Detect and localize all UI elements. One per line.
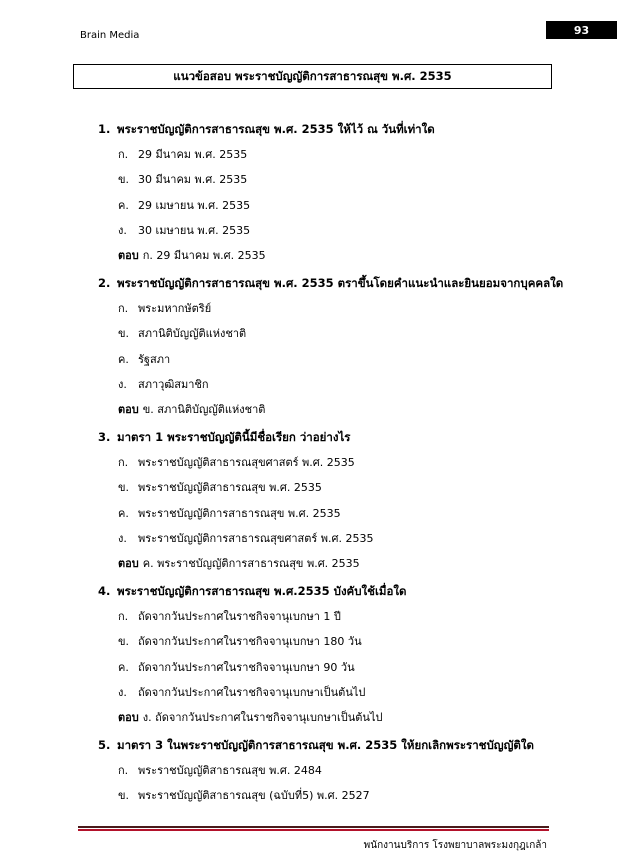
- option-letter: ก.: [118, 302, 129, 315]
- footer-divider-accent: [78, 829, 549, 831]
- answer-label: ตอบ: [118, 249, 139, 262]
- option-letter: ก.: [118, 148, 129, 161]
- option-letter: ค.: [118, 198, 129, 212]
- option-item: [118, 455, 355, 471]
- option-item: [118, 377, 209, 393]
- question-text: พระราชบัญญัติการสาธารณสุข พ.ศ. 2535 ตราขึ้นโดยคำแนะนำและยินยอมจากบุคคลใด: [117, 276, 564, 290]
- option-text: พระราชบัญญัติสาธารณสุขศาสตร์ พ.ศ. 2535: [138, 456, 355, 469]
- option-text: สภาวุฒิสมาชิก: [138, 377, 209, 391]
- question-3: [98, 429, 350, 445]
- question-number: 3.: [98, 430, 111, 444]
- option-item: [118, 660, 355, 676]
- option-text: ถัดจากวันประกาศในราชกิจจานุเบกษา 1 ปี: [138, 610, 341, 623]
- option-letter: ง.: [118, 377, 127, 391]
- option-letter: ง.: [118, 685, 127, 699]
- question-text: มาตรา 1 พระราชบัญญัตินี้มีชื่อเรียก ว่าอย่างไร: [117, 430, 351, 444]
- option-item: [118, 147, 247, 163]
- footer-divider: [78, 826, 549, 828]
- document-title: แนวข้อสอบ พระราชบัญญัติการสาธารณสุข พ.ศ. 2535: [73, 64, 552, 89]
- answer-line: [118, 402, 265, 418]
- option-item: [118, 301, 211, 317]
- question-1: [98, 121, 435, 137]
- question-number: 2.: [98, 276, 111, 290]
- option-text: สภานิติบัญญัติแห่งชาติ: [138, 327, 247, 341]
- option-item: [118, 788, 370, 804]
- page-number: 93: [546, 21, 617, 39]
- answer-text: ข. สภานิติบัญญัติแห่งชาติ: [142, 403, 266, 416]
- option-item: [118, 352, 170, 368]
- option-item: [118, 223, 250, 239]
- option-text: 29 เมษายน พ.ศ. 2535: [138, 198, 251, 212]
- option-text: 30 มีนาคม พ.ศ. 2535: [138, 173, 248, 187]
- option-text: 30 เมษายน พ.ศ. 2535: [138, 223, 251, 237]
- answer-label: ตอบ: [118, 711, 139, 724]
- option-item: [118, 634, 362, 650]
- answer-text: ง. ถัดจากวันประกาศในราชกิจจานุเบกษาเป็นต้นไป: [142, 711, 383, 724]
- question-text: มาตรา 3 ในพระราชบัญญัติการสาธารณสุข พ.ศ. 2535 ให้ยกเลิกพระราชบัญญัติใด: [117, 738, 534, 752]
- option-letter: ก.: [118, 610, 129, 623]
- option-text: พระราชบัญญัติสาธารณสุข พ.ศ. 2535: [138, 481, 322, 495]
- answer-label: ตอบ: [118, 403, 139, 416]
- option-letter: ค.: [118, 352, 129, 366]
- question-text: พระราชบัญญัติการสาธารณสุข พ.ศ.2535 บังคับใช้เมื่อใด: [117, 584, 407, 598]
- option-item: [118, 198, 250, 214]
- question-2: [98, 275, 563, 291]
- option-text: รัฐสภา: [138, 352, 171, 366]
- option-text: 29 มีนาคม พ.ศ. 2535: [138, 148, 248, 161]
- option-item: [118, 531, 374, 547]
- option-item: [118, 506, 341, 522]
- option-text: ถัดจากวันประกาศในราชกิจจานุเบกษาเป็นต้นไป: [138, 685, 366, 699]
- option-letter: ข.: [118, 327, 130, 341]
- option-letter: ข.: [118, 173, 130, 187]
- answer-text: ค. พระราชบัญญัติการสาธารณสุข พ.ศ. 2535: [142, 557, 360, 570]
- option-letter: ข.: [118, 789, 130, 803]
- question-text: พระราชบัญญัติการสาธารณสุข พ.ศ. 2535 ให้ไว้ ณ วันที่เท่าใด: [117, 122, 435, 136]
- option-item: [118, 609, 341, 625]
- option-item: [118, 763, 322, 779]
- option-text: ถัดจากวันประกาศในราชกิจจานุเบกษา 90 วัน: [138, 660, 355, 674]
- question-number: 4.: [98, 584, 111, 598]
- option-letter: ข.: [118, 635, 130, 649]
- option-item: [118, 685, 365, 701]
- answer-line: [118, 248, 266, 264]
- question-5: [98, 737, 534, 753]
- question-number: 1.: [98, 122, 111, 136]
- option-letter: ค.: [118, 506, 129, 520]
- answer-line: [118, 710, 382, 726]
- option-text: ถัดจากวันประกาศในราชกิจจานุเบกษา 180 วัน: [138, 635, 362, 649]
- option-item: [118, 172, 247, 188]
- option-letter: ก.: [118, 456, 129, 469]
- answer-text: ก. 29 มีนาคม พ.ศ. 2535: [142, 249, 266, 262]
- option-item: [118, 326, 246, 342]
- option-letter: ค.: [118, 660, 129, 674]
- option-letter: ก.: [118, 764, 129, 777]
- option-letter: ง.: [118, 531, 127, 545]
- footer-text: พนักงานบริการ โรงพยาบาลพระมงกุฎเกล้า: [363, 840, 547, 851]
- option-text: พระราชบัญญัติสาธารณสุข พ.ศ. 2484: [138, 764, 322, 777]
- option-text: พระราชบัญญัติการสาธารณสุขศาสตร์ พ.ศ. 2535: [138, 531, 374, 545]
- option-text: พระมหากษัตริย์: [138, 302, 212, 315]
- option-text: พระราชบัญญัติการสาธารณสุข พ.ศ. 2535: [138, 506, 341, 520]
- question-number: 5.: [98, 738, 111, 752]
- answer-label: ตอบ: [118, 557, 139, 570]
- option-text: พระราชบัญญัติสาธารณสุข (ฉบับที่5) พ.ศ. 2527: [138, 789, 370, 803]
- option-letter: ข.: [118, 481, 130, 495]
- brand-name: Brain Media: [80, 30, 140, 41]
- option-letter: ง.: [118, 223, 127, 237]
- option-item: [118, 480, 322, 496]
- answer-line: [118, 556, 360, 572]
- question-4: [98, 583, 406, 599]
